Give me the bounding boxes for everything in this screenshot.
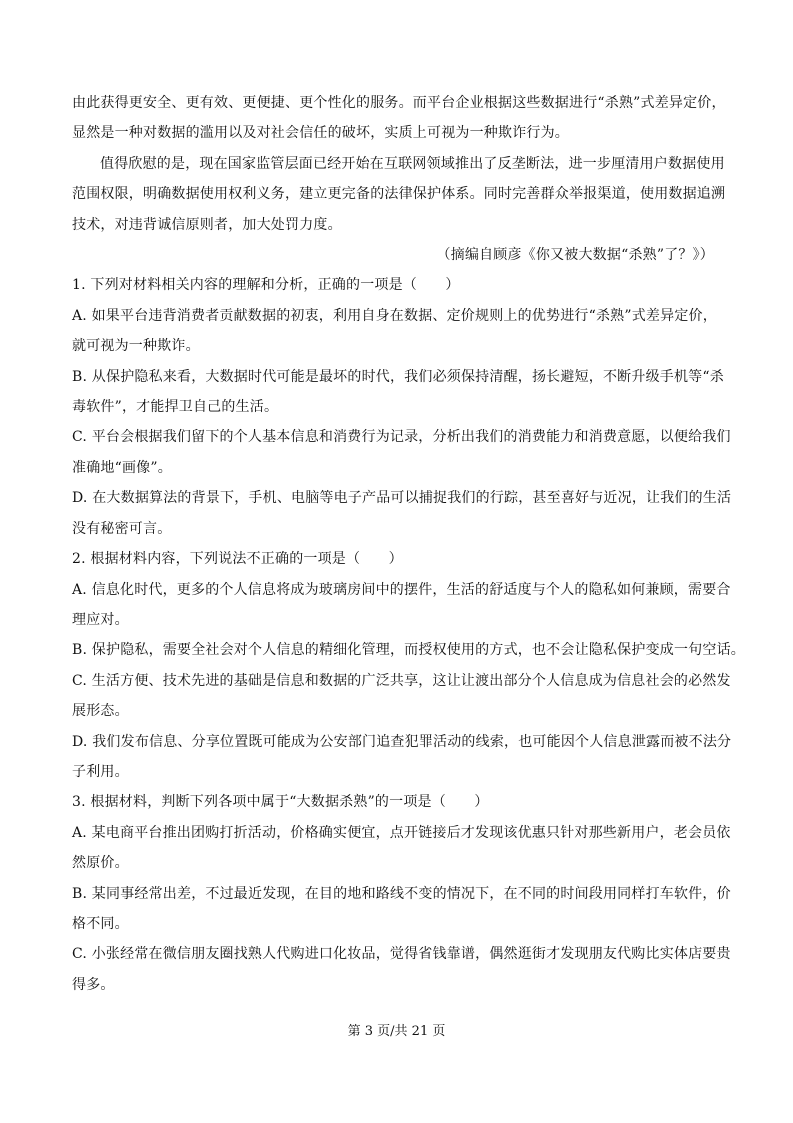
option-c-line: C. 平台会根据我们留下的个人基本信息和消费行为记录，分析出我们的消费能力和消费意愿，以便给我们 xyxy=(72,429,731,446)
option-d-line: 没有秘密可言。 xyxy=(72,520,172,537)
document-page xyxy=(72,88,745,1000)
option-a-line: 然原价。 xyxy=(72,855,129,872)
question-stem: 3. 根据材料，判断下列各项中属于“大数据杀熟”的一项是（ ） xyxy=(72,794,489,811)
option-c-line: C. 小张经常在微信朋友圈找熟人代购进口化妆品，觉得省钱靠谱，偶然逛街才发现朋友代购比实体店要贵 xyxy=(72,946,731,963)
option-a-line: A. 信息化时代，更多的个人信息将成为玻璃房间中的摆件，生活的舒适度与个人的隐私如何兼顾，需要合 xyxy=(72,581,731,598)
option-c-line: 展形态。 xyxy=(72,703,129,720)
page-number-footer: 第 3 页/共 21 页 xyxy=(347,1024,446,1039)
option-c-line: 准确地“画像”。 xyxy=(72,459,172,476)
passage-text-line: 显然是一种对数据的滥用以及对社会信任的破坏，实质上可视为一种欺诈行为。 xyxy=(72,125,569,142)
passage-text-line: 技术，对违背诚信原则者，加大处罚力度。 xyxy=(72,216,342,233)
passage xyxy=(72,88,726,270)
option-b-line: 毒软件”，才能捍卫自己的生活。 xyxy=(72,399,279,416)
option-d-line: D. 我们发布信息、分享位置既可能成为公安部门追查犯罪活动的线索，也可能因个人信息泄露而被不法分 xyxy=(72,733,732,750)
passage-text-line: 范围权限，明确数据使用权利义务，建立更完备的法律保护体系。同时完善群众举报渠道，使用数据追溯 xyxy=(72,186,726,203)
option-d-line: 子利用。 xyxy=(72,763,129,780)
question-2 xyxy=(72,544,745,787)
option-c-line: 得多。 xyxy=(72,976,115,993)
passage-text-line: 由此获得更安全、更有效、更便捷、更个性化的服务。而平台企业根据这些数据进行“杀熟”式差异定价， xyxy=(72,95,726,111)
option-a-line: A. 某电商平台推出团购打折活动，价格确实便宜，点开链接后才发现该优惠只针对那些新用户，老会员依 xyxy=(72,824,731,841)
option-b-line: B. 某同事经常出差，不过最近发现，在目的地和路线不变的情况下，在不同的时间段用同样打车软件，价 xyxy=(72,885,731,902)
option-b-line: B. 保护隐私，需要全社会对个人信息的精细化管理，而授权使用的方式，也不会让隐私保护变成一句空话。 xyxy=(72,642,745,659)
option-c-line: C. 生活方便、技术先进的基础是信息和数据的广泛共享，这让让渡出部分个人信息成为信息社会的必然发 xyxy=(72,672,731,689)
passage-source: （摘编自顾彦《你又被大数据“杀熟”了？》） xyxy=(436,247,714,264)
option-a-line: 理应对。 xyxy=(72,611,129,628)
option-d-line: D. 在大数据算法的背景下，手机、电脑等电子产品可以捕捉我们的行踪，甚至喜好与近况，让我们的生活 xyxy=(72,490,732,507)
option-b-line: 格不同。 xyxy=(72,915,129,932)
question-1 xyxy=(72,270,732,544)
option-a-line: A. 如果平台违背消费者贡献数据的初衷，利用自身在数据、定价规则上的优势进行“杀熟”式差异定价， xyxy=(72,307,717,324)
option-a-line: 就可视为一种欺诈。 xyxy=(72,338,200,355)
question-3 xyxy=(72,787,731,1000)
question-stem: 2. 根据材料内容，下列说法不正确的一项是（ ） xyxy=(72,551,403,568)
question-stem: 1. 下列对材料相关内容的理解和分析，正确的一项是（ ） xyxy=(72,277,460,294)
option-b-line: B. 从保护隐私来看，大数据时代可能是最坏的时代，我们必须保持清醒，扬长避短，不断升级手机等“杀 xyxy=(72,368,724,385)
passage-text-line: 值得欣慰的是，现在国家监管层面已经开始在互联网领域推出了反垄断法，进一步厘清用户数据使用 xyxy=(100,155,725,172)
